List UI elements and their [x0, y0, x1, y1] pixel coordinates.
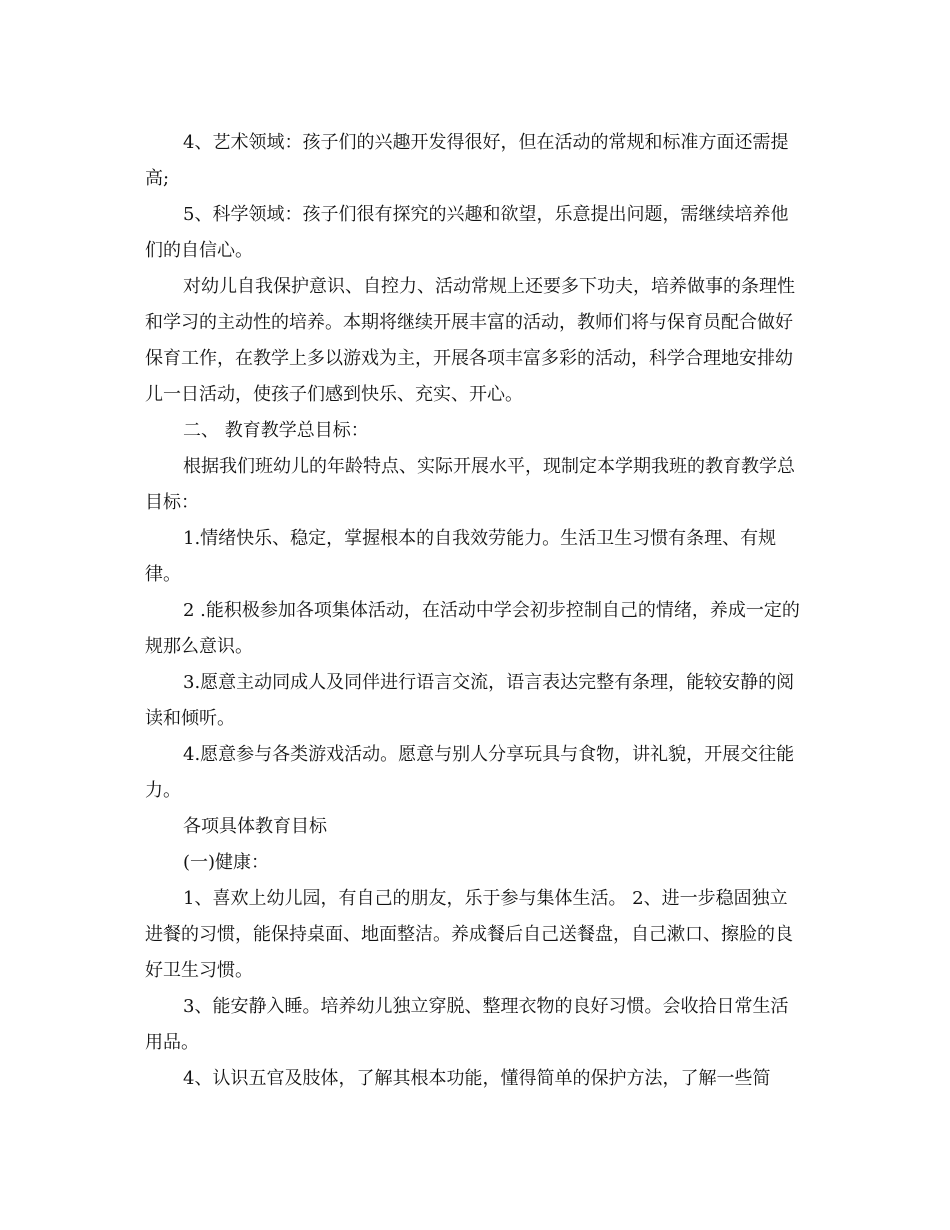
health-item-1-2: 1、喜欢上幼儿园，有自己的朋友，乐于参与集体生活。 2、进一步稳固独立进餐的习惯，能保持桌面、地面整洁。养成餐后自己送餐盘，自己漱口、擦脸的良好卫生习惯。: [145, 888, 793, 981]
document-body: [145, 125, 805, 1097]
paragraph-goals-intro: 根据我们班幼儿的年龄特点、实际开展水平，现制定本学期我班的教育教学总目标：: [145, 456, 795, 513]
section-heading-overall-goals: 二、 教育教学总目标：: [183, 420, 369, 441]
health-item-4: 4、认识五官及肢体，了解其根本功能，懂得简单的保护方法，了解一些简: [183, 1068, 771, 1089]
goal-item-1: 1.情绪快乐、稳定，掌握根本的自我效劳能力。生活卫生习惯有条理、有规律。: [145, 528, 777, 585]
paragraph-art-domain: 4、艺术领域：孩子们的兴趣开发得很好，但在活动的常规和标准方面还需提高;: [145, 132, 789, 189]
goal-item-3: 3.愿意主动同成人及同伴进行语言交流，语言表达完整有条理，能较安静的阅读和倾听。: [145, 672, 795, 729]
subsection-heading-health: (一)健康：: [183, 852, 270, 873]
section-heading-specific-goals: 各项具体教育目标: [183, 816, 327, 837]
health-item-3: 3、能安静入睡。培养幼儿独立穿脱、整理衣物的良好习惯。会收拾日常生活用品。: [145, 996, 789, 1053]
paragraph-self-protection: 对幼儿自我保护意识、自控力、活动常规上还要多下功夫，培养做事的条理性和学习的主动性的培养。本期将继续开展丰富的活动，教师们将与保育员配合做好保育工作，在教学上多以游戏为主，开展各项丰富多彩的活动，科学合理地安排幼儿一日活动，使孩子们感到快乐、充实、开心。: [145, 276, 795, 405]
paragraph-science-domain: 5、科学领域：孩子们很有探究的兴趣和欲望，乐意提出问题，需继续培养他们的自信心。: [145, 204, 789, 261]
goal-item-4: 4.愿意参与各类游戏活动。愿意与别人分享玩具与食物，讲礼貌，开展交往能力。: [145, 744, 795, 801]
goal-item-2: 2 .能积极参加各项集体活动，在活动中学会初步控制自己的情绪，养成一定的规那么意识。: [145, 600, 800, 657]
